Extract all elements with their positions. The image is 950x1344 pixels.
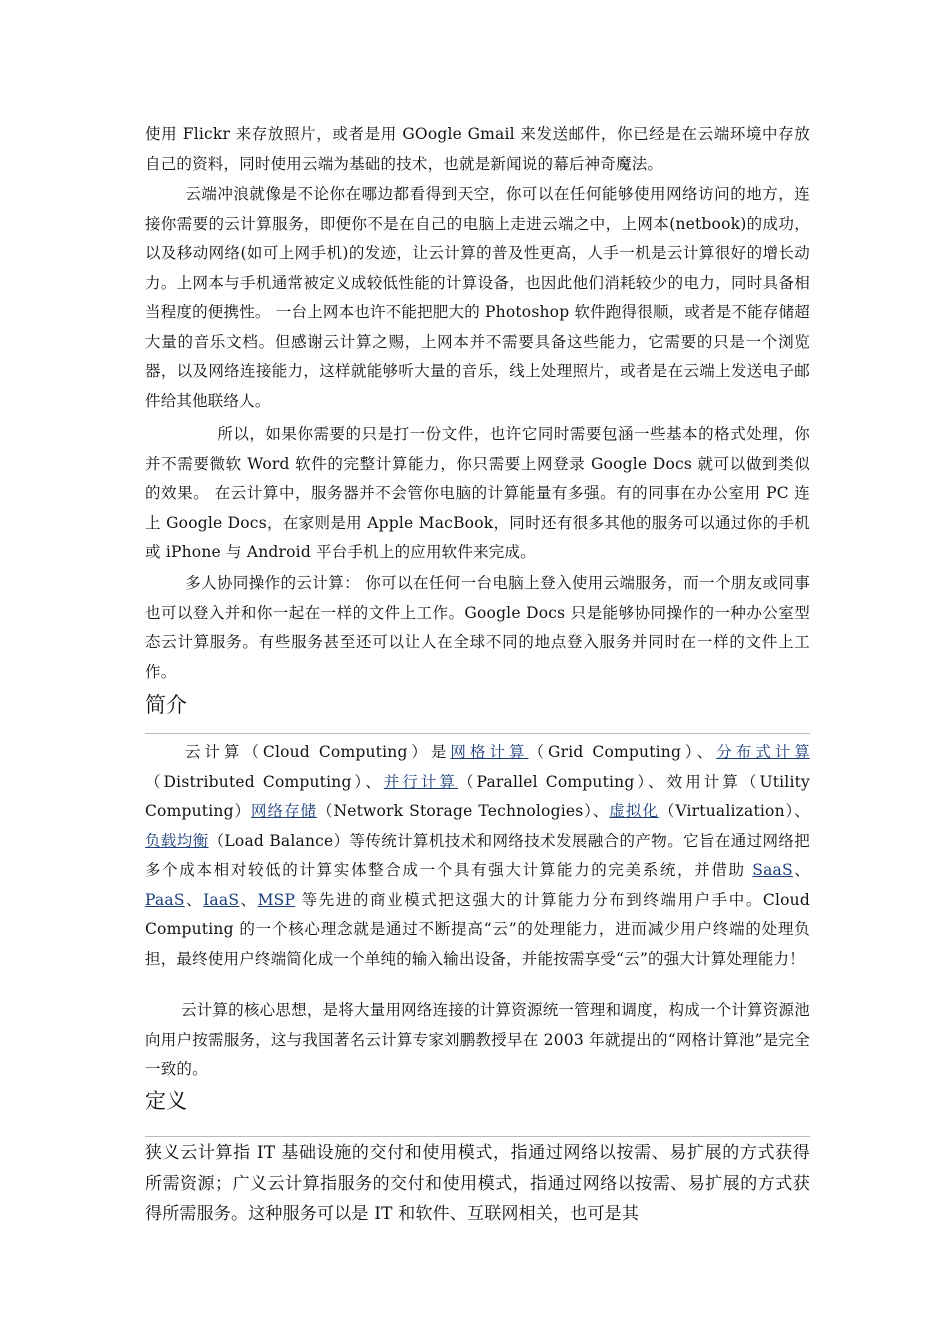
- paragraph-flickr-gmail: [145, 120, 810, 179]
- paragraph-text: （Load Balance）等传统计算机技术和网络技术发展融合的产物。它旨在通过网络把多个成本相对较低的计算实体整合成一个具有强大计算能力的完美系统，并借助: [145, 831, 810, 879]
- paragraph-text: （Network Storage Technologies）、: [316, 802, 610, 820]
- paragraph-word-docs: [145, 420, 810, 568]
- paragraph-text: 等先进的商业模式把这强大的计算能力分布到终端用户手中。Cloud Computing 的一个核心理念就是通过不断提高“云”的处理能力，进而减少用户终端的处理负担，最终使用户终端简化成一个单纯的输入输出设备，并能按需享受“云”的强大计算处理能力！: [145, 890, 810, 968]
- paragraph-text: 使用 Flickr 来存放照片，或者是用 GOogle Gmail 来发送邮件，你已经是在云端环境中存放自己的资料，同时使用云端为基础的技术，也就是新闻说的幕后神奇魔法。: [145, 125, 810, 173]
- paragraph-intro: [145, 738, 810, 974]
- link-distributed-computing[interactable]: 分布式计算: [716, 743, 810, 761]
- paragraph-text: （Parallel Computing）、效用计算（Utility Computing）: [145, 772, 810, 820]
- paragraph-collaboration: [145, 569, 810, 687]
- paragraph-text: （Virtualization）、: [658, 802, 810, 820]
- link-load-balance[interactable]: 负载均衡: [145, 831, 209, 850]
- section-divider: [145, 733, 810, 734]
- paragraph-text: 、: [239, 890, 258, 909]
- paragraph-definition: [145, 1138, 810, 1230]
- paragraph-text: 、: [184, 890, 204, 909]
- link-iaas[interactable]: IaaS: [203, 890, 240, 909]
- paragraph-text: 狭义云计算指 IT 基础设施的交付和使用模式，指通过网络以按需、易扩展的方式获得所需资源；广义云计算指服务的交付和使用模式，指通过网络以按需、易扩展的方式获得所需服务。这种服务可以是 IT 和软件、互联网相关，也可是其: [145, 1143, 810, 1224]
- paragraph-text: 云计算（Cloud Computing）是: [181, 743, 451, 761]
- link-network-storage[interactable]: 网络存储: [250, 802, 317, 820]
- section-divider: [145, 1136, 810, 1137]
- link-saas[interactable]: SaaS: [752, 861, 793, 879]
- paragraph-core-idea: [145, 996, 810, 1085]
- link-parallel-computing[interactable]: 并行计算: [383, 772, 458, 791]
- paragraph-text: 所以，如果你需要的只是打一份文件，也许它同时需要包涵一些基本的格式处理，你并不需要微软 Word 软件的完整计算能力，你只需要上网登录 Google Docs 就可以做到类似的效果。 在云计算中，服务器并不会管你电脑的计算能量有多强。有的同事在办公室用 PC 连上 Google Docs，在家则是用 Apple MacBook，同时还有很多其他的服务可以通过你的手机或 iPhone 与 Android 平台手机上的应用软件来完成。: [145, 425, 810, 561]
- link-msp[interactable]: MSP: [257, 890, 296, 909]
- link-paas[interactable]: PaaS: [145, 890, 185, 909]
- paragraph-text: （Grid Computing）、: [528, 743, 717, 761]
- paragraph-text: 、: [792, 861, 810, 879]
- paragraph-text: 多人协同操作的云计算： 你可以在任何一台电脑上登入使用云端服务，而一个朋友或同事也可以登入并和你一起在一样的文件上工作。Google Docs 只是能够协同操作的一种办公室型态云计算服务。有些服务甚至还可以让人在全球不同的地点登入服务并同时在一样的文件上工作。: [145, 574, 810, 681]
- heading-intro: 简介: [145, 693, 187, 717]
- paragraph-text: 云计算的核心思想，是将大量用网络连接的计算资源统一管理和调度，构成一个计算资源池向用户按需服务，这与我国著名云计算专家刘鹏教授早在 2003 年就提出的“网格计算池”是完全一致的。: [145, 1001, 810, 1078]
- link-virtualization[interactable]: 虚拟化: [609, 802, 659, 820]
- link-grid-computing[interactable]: 网格计算: [450, 743, 529, 761]
- paragraph-text: （Distributed Computing）、: [145, 772, 384, 791]
- paragraph-cloud-surfing: [145, 180, 810, 416]
- paragraph-text: 云端冲浪就像是不论你在哪边都看得到天空，你可以在任何能够使用网络访问的地方，连接你需要的云计算服务，即便你不是在自己的电脑上走进云端之中，上网本(netbook)的成功，以及移动网络(如可上网手机)的发迹，让云计算的普及性更高，人手一机是云计算很好的增长动力。上网本与手机通常被定义成较低性能的计算设备，也因此他们消耗较少的电力，同时具备相当程度的便携性。 一台上网本也许不能把肥大的 Photoshop 软件跑得很顺，或者是不能存储超大量的音乐文档。但感谢云计算之赐，上网本并不需要具备这些能力，它需要的只是一个浏览器，以及网络连接能力，这样就能够听大量的音乐，线上处理照片，或者是在云端上发送电子邮件给其他联络人。: [145, 185, 810, 410]
- heading-definition: 定义: [145, 1089, 187, 1113]
